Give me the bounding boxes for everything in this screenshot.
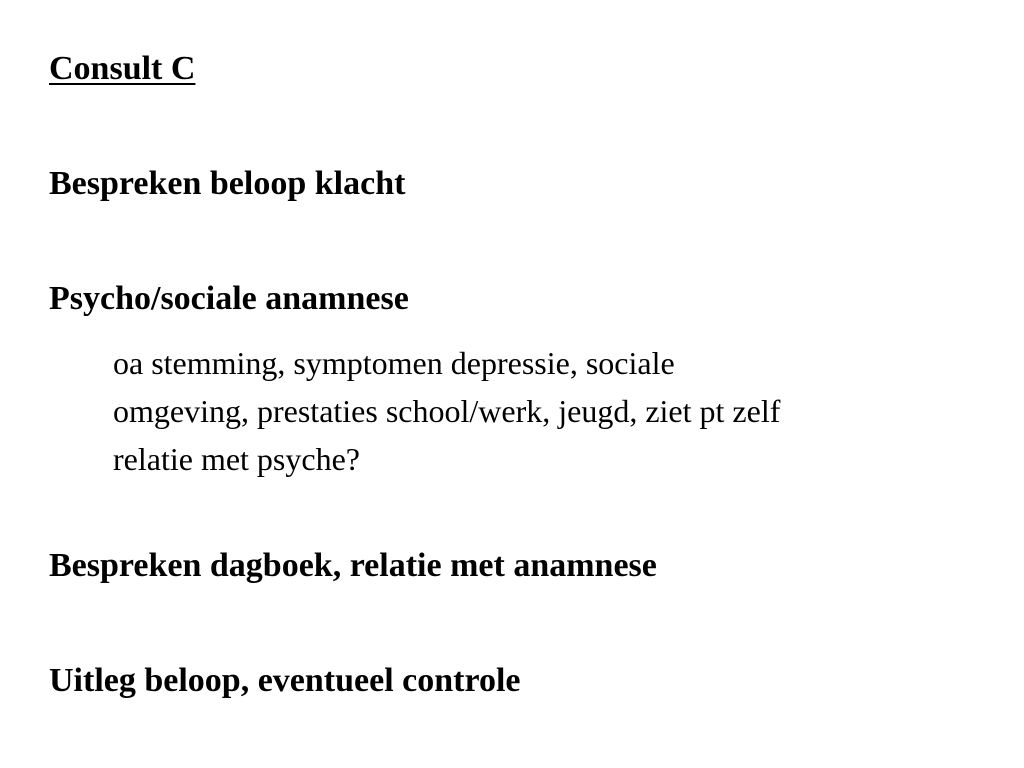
anamnese-detail-line: oa stemming, symptomen depressie, sociale <box>113 345 675 381</box>
heading-dagboek: Bespreken dagboek, relatie met anamnese <box>49 547 657 584</box>
heading-psychosociale-anamnese: Psycho/sociale anamnese <box>49 280 409 317</box>
heading-beloop-klacht: Bespreken beloop klacht <box>49 165 406 202</box>
anamnese-detail-line: relatie met psyche? <box>113 441 360 477</box>
anamnese-detail-line: omgeving, prestaties school/werk, jeugd, ziet pt zelf <box>113 393 781 429</box>
heading-uitleg-beloop: Uitleg beloop, eventueel controle <box>49 662 521 699</box>
slide-title: Consult C <box>49 50 196 87</box>
anamnese-detail <box>113 339 973 483</box>
